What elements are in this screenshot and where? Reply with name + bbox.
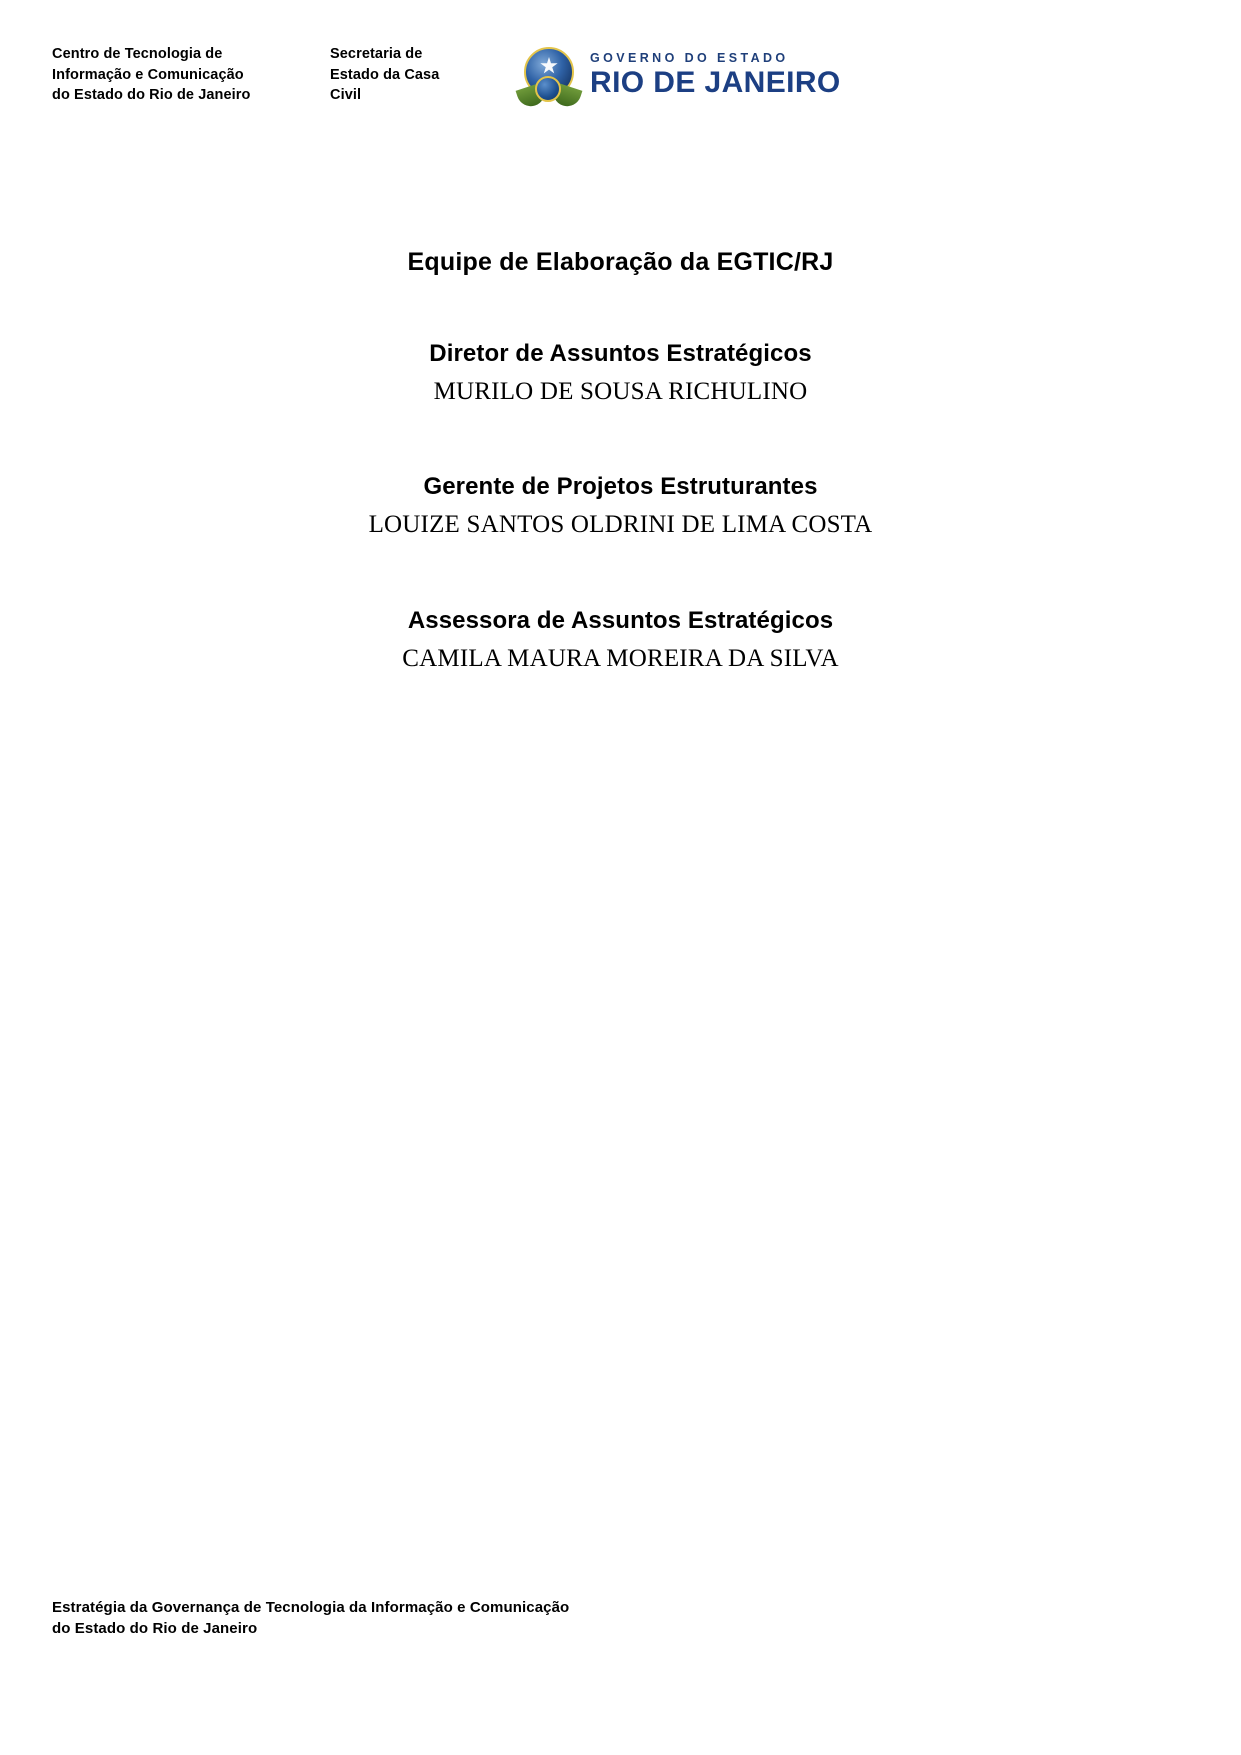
coat-of-arms-icon: [518, 44, 580, 106]
logo-top-line: GOVERNO DO ESTADO: [590, 51, 789, 66]
team-entry: [0, 473, 1241, 539]
person-name: MURILO DE SOUSA RICHULINO: [433, 378, 808, 405]
org-name-cttic: Centro de Tecnologia de Informação e Comunicação do Estado do Rio de Janeiro: [52, 46, 251, 104]
document-footer: Estratégia da Governança de Tecnologia da Informação e Comunicação do Estado do Rio de Janeiro: [52, 1598, 570, 1638]
government-logo: [518, 44, 841, 106]
logo-text: [590, 52, 841, 98]
role-label: Diretor de Assuntos Estratégicos: [429, 340, 812, 367]
person-name: LOUIZE SANTOS OLDRINI DE LIMA COSTA: [368, 511, 873, 538]
team-entry: [0, 340, 1241, 406]
team-entry: [0, 607, 1241, 673]
org-name-casa-civil: Secretaria de Estado da Casa Civil: [330, 46, 440, 104]
document-header: [52, 44, 1189, 124]
logo-main-line: RIO DE JANEIRO: [590, 65, 841, 99]
person-name: CAMILA MAURA MOREIRA DA SILVA: [402, 645, 839, 672]
role-label: Assessora de Assuntos Estratégicos: [407, 607, 834, 634]
role-label: Gerente de Projetos Estruturantes: [423, 473, 818, 500]
page-title: Equipe de Elaboração da EGTIC/RJ: [407, 248, 834, 276]
